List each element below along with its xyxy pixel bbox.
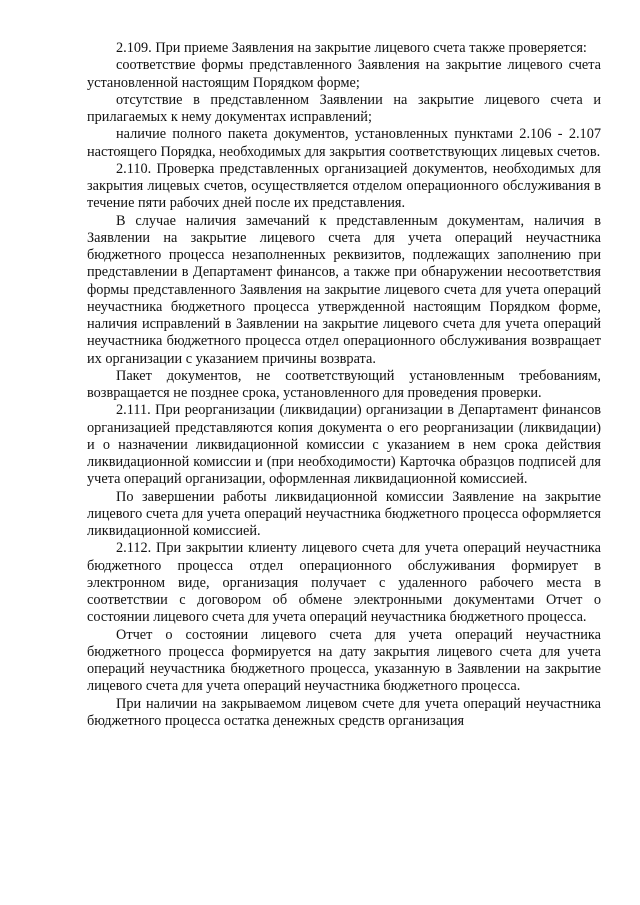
paragraph-2-110: 2.110. Проверка представленных организацией документов, необходимых для закрытия лицевых счетов, осуществляется отделом операционного обслуживания в течение пяти рабочих дней после их представления. [87,160,601,212]
document-page [87,40,601,730]
paragraph-remarks: В случае наличия замечаний к представленным документам, наличия в Заявлении на закрытие лицевого счета для учета операций неучастника бюджетного процесса незаполненных реквизитов, подлежащих заполнению при представлении в Департамент финансов, а также при обнаружении несоответствия формы представленного Заявления на закрытие лицевого счета для учета операций неучастника бюджетного процесса утвержденной настоящим Порядком форме, наличия исправлений в Заявлении на закрытие лицевого счета для учета операций неучастника бюджетного процесса отдел операционного обслуживания возвращает их организации с указанием причины возврата. [87,212,601,367]
paragraph-remaining-balance: При наличии на закрываемом лицевом счете для учета операций неучастника бюджетного процесса остатка денежных средств организация [87,695,601,729]
paragraph-2-111: 2.111. При реорганизации (ликвидации) организации в Департамент финансов организацией представляются копия документа о его реорганизации (ликвидации) и о назначении ликвидационной комиссии с указанием в нем срока действия ликвидационной комиссии и (при необходимости) Карточка образцов подписей для учета операций организации, оформленная ликвидационной комиссией. [87,402,601,488]
paragraph-form-compliance: соответствие формы представленного Заявления на закрытие лицевого счета установленной настоящим Порядком форме; [87,57,601,91]
paragraph-package-return: Пакет документов, не соответствующий установленным требованиям, возвращается не позднее срока, установленного для проведения проверки. [87,367,601,401]
paragraph-no-corrections: отсутствие в представленном Заявлении на закрытие лицевого счета и прилагаемых к нему документах исправлений; [87,91,601,125]
paragraph-report-date: Отчет о состоянии лицевого счета для учета операций неучастника бюджетного процесса формируется на дату закрытия лицевого счета для учета операций неучастника бюджетного процесса, указанную в Заявлении на закрытие лицевого счета для учета операций неучастника бюджетного процесса. [87,626,601,695]
paragraph-2-112: 2.112. При закрытии клиенту лицевого счета для учета операций неучастника бюджетного процесса отдел операционного обслуживания формирует в электронном виде, организация получает с удаленного рабочего места в соответствии с договором об обмене электронными документами Отчет о состоянии лицевого счета для учета операций неучастника бюджетного процесса. [87,540,601,626]
paragraph-2-109: 2.109. При приеме Заявления на закрытие лицевого счета также проверяется: [116,40,587,56]
paragraph-liquidation-completion: По завершении работы ликвидационной комиссии Заявление на закрытие лицевого счета для учета операций неучастника бюджетного процесса оформляется ликвидационной комиссией. [87,488,601,539]
paragraph-full-package: наличие полного пакета документов, установленных пунктами 2.106 - 2.107 настоящего Порядка, необходимых для закрытия соответствующих лицевых счетов. [87,126,601,160]
